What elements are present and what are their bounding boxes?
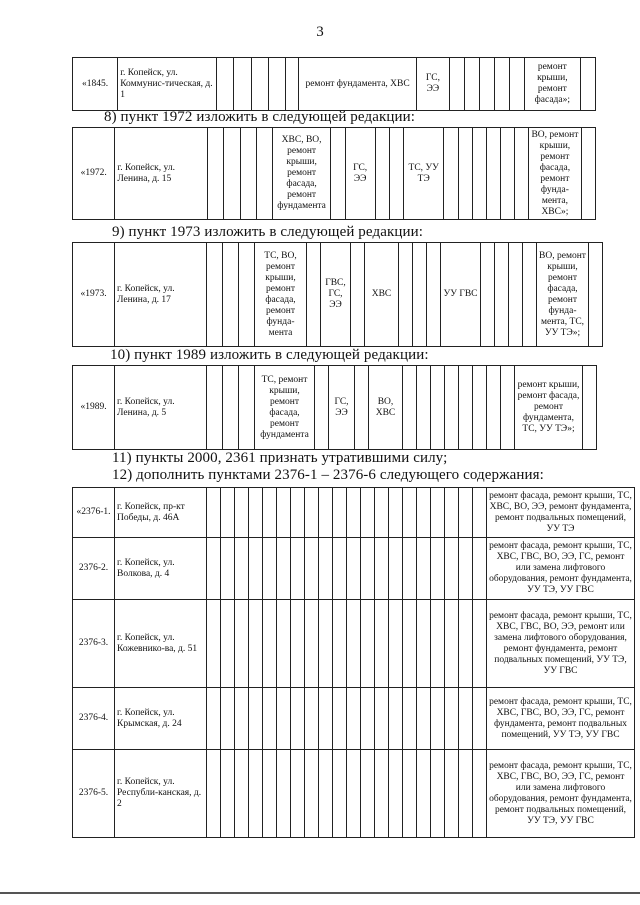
row-address: г. Копейск, ул. Кожевнико-ва, д. 51 [115, 600, 207, 688]
row-works: ремонт фасада, ремонт крыши, ТС, ХВС, ГВС, ВО, ЭЭ, ремонт или замена лифтового оборудования, ремонт фундамента, ремонт подвальных помещений, УУ ТЭ, УУ ГВС [487, 600, 635, 688]
row-address: г. Копейск, ул. Коммунис-тическая, д. 1 [118, 58, 217, 111]
heading-item-9: 9) пункт 1973 изложить в следующей редакции: [112, 224, 423, 240]
row-works-e: ВО, ремонт крыши, ремонт фасада, ремонт фунда-мента, ТС, УУ ТЭ»; [537, 243, 589, 347]
row-works-a: ХВС, ВО, ремонт крыши, ремонт фасада, ремонт фундамента [272, 128, 331, 220]
row-number: «1989. [73, 366, 115, 450]
table-row-1989 [72, 365, 597, 450]
table-row-1973 [72, 242, 603, 347]
row-works: ремонт фасада, ремонт крыши, ТС, ХВС, ГВС, ВО, ЭЭ, ГС, ремонт фундамента, ремонт подвальных помещений, УУ ТЭ, УУ ГВС [487, 688, 635, 750]
row-works-d: ВО, ремонт крыши, ремонт фасада, ремонт фунда-мента, ХВС»; [529, 128, 582, 220]
row-works-b: ГС, ЭЭ [329, 366, 355, 450]
row-works-b: ГС, ЭЭ [345, 128, 375, 220]
page-bottom-edge [0, 892, 640, 894]
row-number: 2376-2. [73, 538, 115, 600]
row-works-a: ТС, ремонт крыши, ремонт фасада, ремонт фундамента [255, 366, 315, 450]
row-works-d: ремонт крыши, ремонт фасада, ремонт фундамента, ТС, УУ ТЭ»; [515, 366, 583, 450]
table-new-rows [72, 487, 635, 838]
row-number: «2376-1. [73, 488, 115, 538]
row-address: г. Копейск, ул. Крымская, д. 24 [115, 688, 207, 750]
table-row [73, 538, 635, 600]
row-address: г. Копейск, ул. Ленина, д. 17 [115, 243, 207, 347]
table-row-1845 [72, 57, 596, 111]
row-number: 2376-5. [73, 750, 115, 838]
row-works-a: ТС, ВО, ремонт крыши, ремонт фасада, ремонт фунда-мента [255, 243, 307, 347]
row-works-c: ВО, ХВС [369, 366, 403, 450]
heading-item-12: 12) дополнить пунктами 2376-1 – 2376-6 следующего содержания: [112, 467, 544, 483]
row-address: г. Копейск, ул. Волкова, д. 4 [115, 538, 207, 600]
row-works-c: ТС, УУ ТЭ [404, 128, 444, 220]
row-works: ремонт фасада, ремонт крыши, ТС, ХВС, ГВС, ВО, ЭЭ, ГС, ремонт или замена лифтового оборудования, ремонт фундамента, ремонт подвальных помещений, УУ ТЭ, УУ ГВС [487, 750, 635, 838]
row-works: ремонт фасада, ремонт крыши, ТС, ХВС, ГВС, ВО, ЭЭ, ГС, ремонт или замена лифтового оборудования, ремонт фундамента, УУ ТЭ, УУ ГВС [487, 538, 635, 600]
row-works-a: ремонт фундамента, ХВС [298, 58, 416, 111]
row-number: «1973. [73, 243, 115, 347]
row-works: ремонт фасада, ремонт крыши, ТС, ХВС, ВО, ЭЭ, ремонт фундамента, ремонт подвальных помещений, УУ ТЭ [487, 488, 635, 538]
heading-item-10: 10) пункт 1989 изложить в следующей редакции: [110, 347, 429, 363]
row-address: г. Копейск, ул. Ленина, д. 5 [115, 366, 207, 450]
heading-item-11: 11) пункты 2000, 2361 признать утратившими силу; [112, 450, 448, 466]
table-row-1972 [72, 127, 596, 220]
table-row [73, 600, 635, 688]
row-works-b: ГВС, ГС, ЭЭ [321, 243, 351, 347]
row-address: г. Копейск, ул. Республи-канская, д. 2 [115, 750, 207, 838]
row-number: 2376-4. [73, 688, 115, 750]
heading-item-8: 8) пункт 1972 изложить в следующей редакции: [104, 109, 415, 125]
table-row [73, 488, 635, 538]
row-works-c: ремонт крыши, ремонт фасада»; [524, 58, 580, 111]
row-address: г. Копейск, ул. Ленина, д. 15 [115, 128, 208, 220]
row-works-d: УУ ГВС [441, 243, 481, 347]
table-row [73, 750, 635, 838]
row-address: г. Копейск, пр-кт Победы, д. 46А [115, 488, 207, 538]
row-number: «1972. [73, 128, 115, 220]
page-number: 3 [316, 24, 324, 40]
row-number: 2376-3. [73, 600, 115, 688]
row-number: «1845. [73, 58, 118, 111]
table-row [73, 688, 635, 750]
row-works-c: ХВС [365, 243, 399, 347]
row-works-b: ГС, ЭЭ [417, 58, 449, 111]
